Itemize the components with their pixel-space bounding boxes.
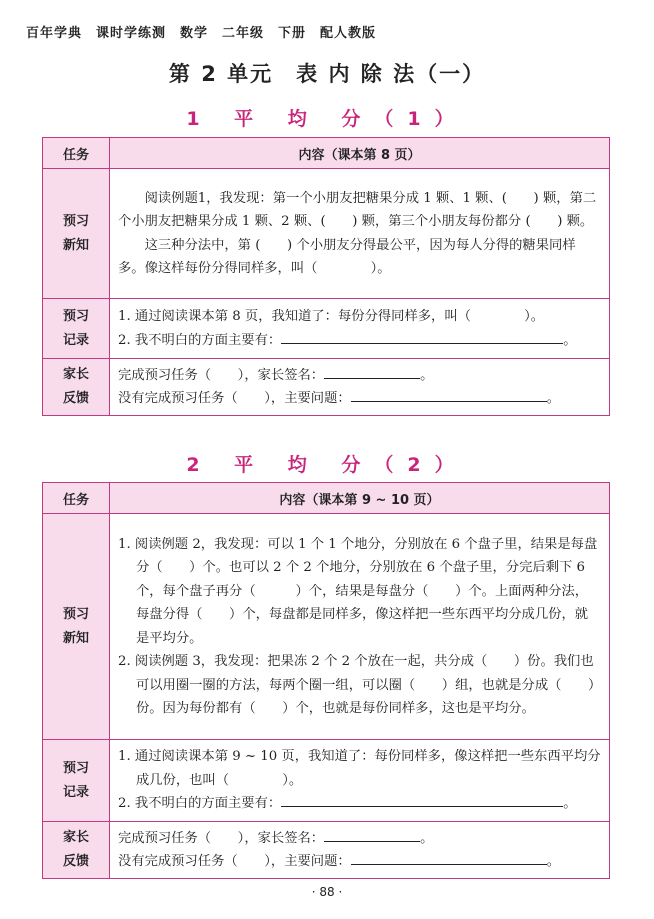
feedback-line-1: 完成预习任务（ ），家长签名： 。 [118,830,434,846]
example-1-paragraph: 阅读例题1，我发现：第一个小朋友把糖果分成 1 颗、1 颗、( ) 颗，第二个小朋友把糖果分成 1 颗、2 颗、( ) 颗，第三个小朋友每份都分 ( ) 颗。 [118,190,597,229]
record-line-1: 1. 通过阅读课本第 8 页，我知道了：每份分得同样多，叫（ ）。 [118,309,545,324]
problem-blank[interactable] [351,863,547,865]
col-content-header: 内容（课本第 8 页） [110,138,610,169]
feedback-line-2: 没有完成预习任务（ ），主要问题： 。 [118,391,560,406]
example-2-item: 1. 阅读例题 2，我发现：可以 1 个 1 个地分，分别放在 6 个盘子里，结果是每盘分（ ）个。也可以 2 个 2 个地分，分别放在 6 个盘子里，分完后剩下 6 个，每个盘子再分（ ）个，结果是每盘分（ ）个。上面两种分法，每盘分得（ ）个，每盘都是同样多，像这样把一些东西平均分成几份，就是平均分。 [118,536,598,646]
lesson-2-table [42,482,610,879]
preview-record-content [110,299,610,359]
signature-blank[interactable] [324,377,420,379]
col-task-header: 任务 [43,483,110,514]
parent-feedback-content [110,359,610,416]
lesson-1-title: 1 平 均 分（1） [186,108,468,130]
row-label-preview-record: 预习 记录 [43,740,110,822]
parent-feedback-content [110,822,610,879]
feedback-line-2: 没有完成预习任务（ ），主要问题： 。 [118,854,560,869]
answer-blank[interactable] [281,342,563,344]
fair-share-paragraph: 这三种分法中，第 ( ) 个小朋友分得最公平，因为每人分得的糖果同样多。像这样每份分得同样多，叫（ ）。 [118,237,576,276]
example-3-item: 2. 阅读例题 3，我发现：把果冻 2 个 2 个放在一起，共分成（ ）份。我们也可以用圈一圈的方法，每两个圈一组，可以圈（ ）组，也就是分成（ ）份。因为每份都有（ ）个，也就是每份同样多，这也是平均分。 [118,654,595,716]
row-label-preview-record: 预习 记录 [43,299,110,359]
col-task-header: 任务 [43,138,110,169]
preview-new-content [110,514,610,740]
lesson-1-table [42,137,610,416]
lesson-2-title: 2 平 均 分（2） [186,454,468,476]
row-label-parent-feedback: 家长 反馈 [43,822,110,879]
problem-blank[interactable] [351,400,547,402]
preview-new-content [110,169,610,299]
answer-blank[interactable] [281,805,563,807]
signature-blank[interactable] [324,840,420,842]
record-line-2: 2. 我不明白的方面主要有： 。 [118,332,577,348]
row-label-parent-feedback: 家长 反馈 [43,359,110,416]
col-content-header: 内容（课本第 9 ~ 10 页） [110,483,610,514]
record-line-2: 2. 我不明白的方面主要有： 。 [118,796,577,812]
preview-record-content [110,740,610,822]
page-number: · 88 · [311,885,343,899]
page-header: 百年学典 课时学练测 数学 二年级 下册 配人教版 [26,26,377,41]
row-label-preview-new: 预习 新知 [43,514,110,740]
record-line-1: 1. 通过阅读课本第 9 ~ 10 页，我知道了：每份同样多，像这样把一些东西平均分成几份，也叫（ ）。 [118,749,601,788]
row-label-preview-new: 预习 新知 [43,169,110,299]
feedback-line-1: 完成预习任务（ ），家长签名： 。 [118,367,434,383]
unit-title: 第 2 单元 表 内 除 法（一） [168,62,486,86]
